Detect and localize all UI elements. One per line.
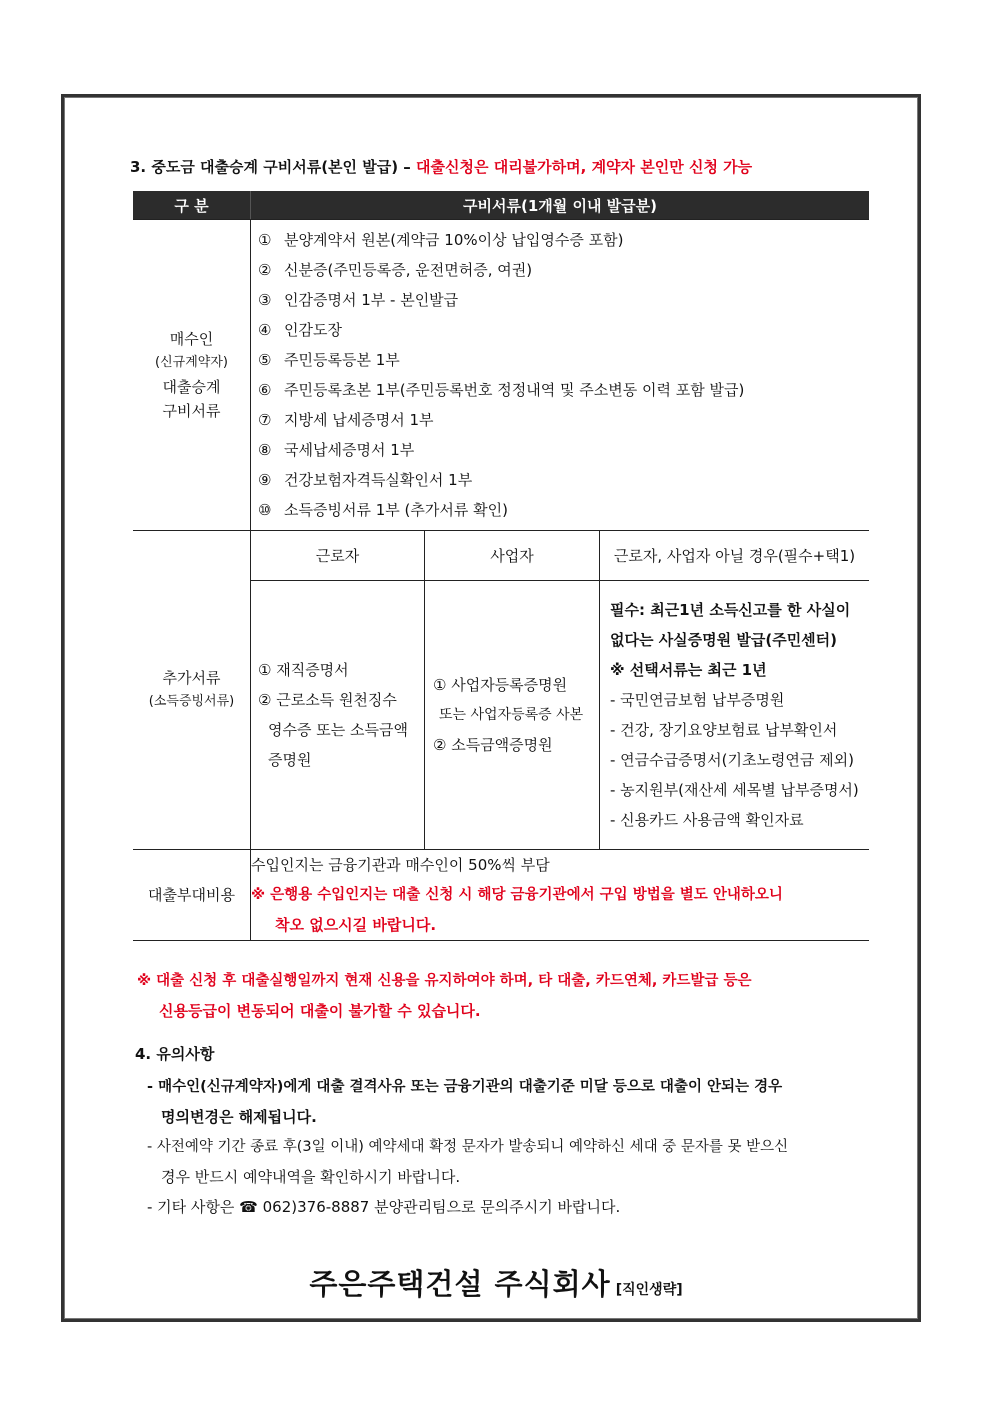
list-item: - 농지원부(재산세 세목별 납부증명서) <box>610 781 859 799</box>
section4-title: 4. 유의사항 <box>135 1045 215 1063</box>
list-item: ⑦ 지방세 납세증명서 1부 <box>258 411 434 429</box>
buyer-docs-label: 매수인 (신규계약자) 대출승계 구비서류 <box>133 220 251 531</box>
list-item: - 신용카드 사용금액 확인자료 <box>610 811 804 829</box>
list-item: ③ 인감증명서 1부 - 본인발급 <box>258 291 459 309</box>
list-item: ② 신분증(주민등록증, 운전면허증, 여권) <box>258 261 533 279</box>
loan-cost-label: 대출부대비용 <box>133 850 251 941</box>
list-item: ④ 인감도장 <box>258 321 342 339</box>
section3-title: 3. 중도금 대출승계 구비서류(본인 발급) – 대출신청은 대리불가하며, 계약자 본인만 신청 가능 <box>130 158 753 176</box>
list-item: - 국민연금보험 납부증명원 <box>610 691 785 709</box>
list-item: ⑥ 주민등록초본 1부(주민등록번호 정정내역 및 주소변동 이력 포함 발급) <box>258 381 745 399</box>
subtable-header-row <box>251 531 869 581</box>
additional-docs-row <box>133 531 869 850</box>
other-docs: 필수: 최근1년 소득신고를 한 사실이 없다는 사실증명원 발급(주민센터) ※ 선택서류는 최근 1년 - 국민연금보험 납부증명원 - 건강, 장기요양보험료 납부확인서 - 연금수급증명서(기초노령연금 제외) - 농지원부(재산세 세목별 납부증명서) - 신용카드 사용금액 확인자료 <box>600 581 870 850</box>
buyer-docs-list-cell <box>251 220 870 531</box>
list-item: ⑤ 주민등록등본 1부 <box>258 351 400 369</box>
loan-cost-row <box>133 850 869 941</box>
section3-warning: 대출신청은 대리불가하며, 계약자 본인만 신청 가능 <box>416 158 753 176</box>
header-category: 구 분 <box>133 191 251 220</box>
additional-docs-label: 추가서류 (소득증빙서류) <box>133 531 251 850</box>
additional-docs-cell <box>251 531 870 850</box>
section4-notes: - 매수인(신규계약자)에게 대출 결격사유 또는 금융기관의 대출기준 미달 등으로 대출이 안되는 경우 명의변경은 해제됩니다. - 사전예약 기간 종료 후(3일 이내) 예약세대 확정 문자가 발송되니 예약하신 세대 중 문자를 못 받으신 경우 반드시 예약내역을 확인하시기 바랍니다. - 기타 사항은 ☎ 062)376-8887 분양관리팀으로 문의주시기 바랍니다. <box>147 1079 789 1216</box>
subheader-worker: 근로자 <box>251 531 425 581</box>
header-documents: 구비서류(1개월 이내 발급분) <box>251 191 870 220</box>
list-item: - 연금수급증명서(기초노령연금 제외) <box>610 751 855 769</box>
table-header-row <box>133 191 869 220</box>
phone-icon: ☎ <box>239 1198 258 1216</box>
list-item: - 건강, 장기요양보험료 납부확인서 <box>610 721 838 739</box>
subheader-business: 사업자 <box>425 531 600 581</box>
subheader-other: 근로자, 사업자 아닐 경우(필수+택1) <box>600 531 870 581</box>
company-signature <box>0 1262 992 1303</box>
list-item: ⑩ 소득증빙서류 1부 (추가서류 확인) <box>258 501 508 519</box>
documents-table <box>133 191 869 941</box>
worker-docs: ① 재직증명서 ② 근로소득 원천징수 영수증 또는 소득금액 증명원 <box>251 581 425 850</box>
company-name: 주은주택건설 주식회사 <box>309 1267 611 1301</box>
list-item: ⑧ 국세납세증명서 1부 <box>258 441 415 459</box>
list-item: ⑨ 건강보험자격득실확인서 1부 <box>258 471 473 489</box>
seal-omitted-note: [직인생략] <box>615 1282 683 1298</box>
buyer-docs-list <box>251 220 869 530</box>
business-docs: ① 사업자등록증명원 또는 사업자등록증 사본 ② 소득금액증명원 <box>425 581 600 850</box>
credit-warning: ※ 대출 신청 후 대출실행일까지 현재 신용을 유지하여야 하며, 타 대출, 카드연체, 카드발급 등은 신용등급이 변동되어 대출이 불가할 수 있습니다. <box>137 973 752 1020</box>
loan-cost-content: 수입인지는 금융기관과 매수인이 50%씩 부담 ※ 은행용 수입인지는 대출 신청 시 해당 금융기관에서 구입 방법을 별도 안내하오니 착오 없으시길 바랍니다. <box>251 850 870 941</box>
additional-docs-subtable <box>251 531 869 849</box>
buyer-docs-row <box>133 220 869 531</box>
subtable-body-row <box>251 581 869 850</box>
list-item: ① 분양계약서 원본(계약금 10%이상 납입영수증 포함) <box>258 231 624 249</box>
